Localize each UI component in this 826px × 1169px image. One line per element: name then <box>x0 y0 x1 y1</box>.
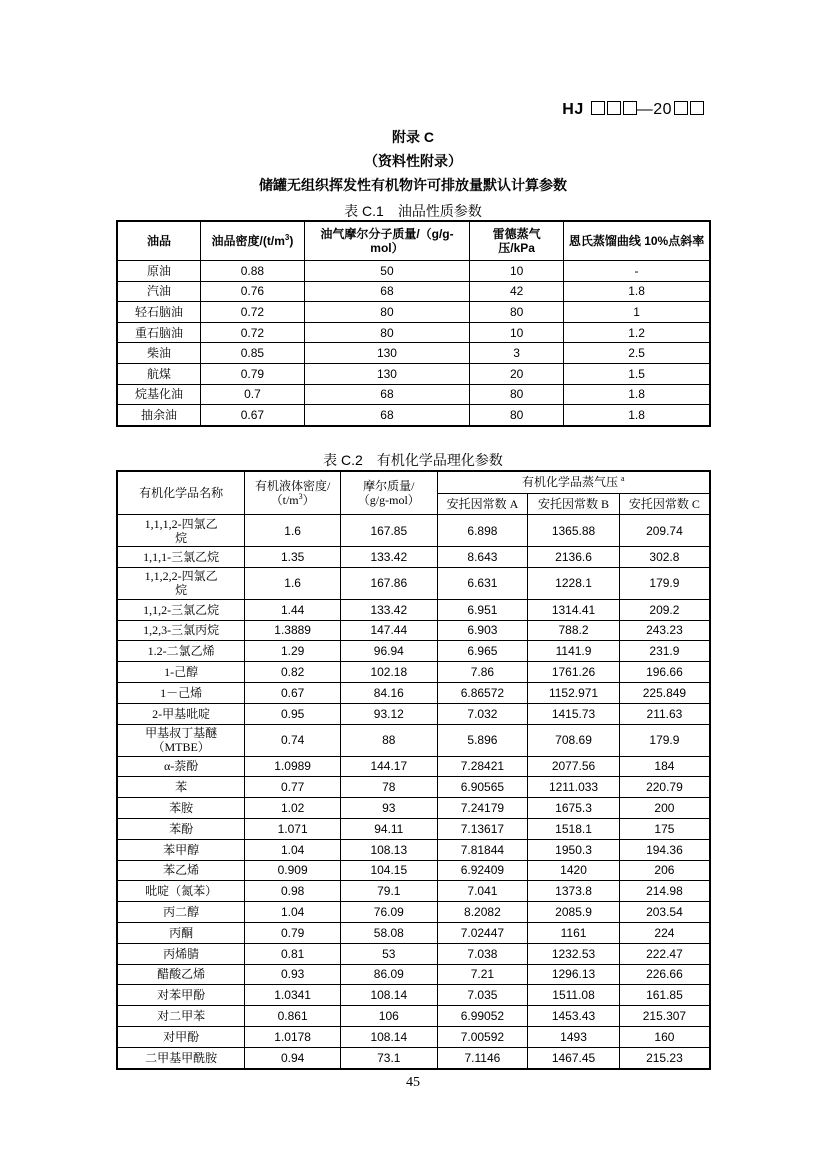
table-cell: 224 <box>619 922 710 943</box>
table-row <box>117 363 710 384</box>
table-cell: 0.81 <box>245 943 341 964</box>
table-row <box>117 1026 710 1047</box>
table-cell: 6.86572 <box>437 682 528 703</box>
header-molar-mass: 摩尔质量/（g/g-mol） <box>340 471 437 515</box>
table-cell: 1.5 <box>564 363 710 384</box>
table-row <box>117 322 710 343</box>
table-row <box>117 405 710 426</box>
table-cell: 708.69 <box>528 724 620 756</box>
table-cell: 7.035 <box>437 985 528 1006</box>
table-cell: 104.15 <box>340 860 437 881</box>
table-cell: 7.1146 <box>437 1047 528 1068</box>
chemical-name-cell: 对甲酚 <box>117 1026 245 1047</box>
table-cell: 6.965 <box>437 641 528 662</box>
table-cell: 1.0178 <box>245 1026 341 1047</box>
table-cell: 0.88 <box>201 261 305 282</box>
table-cell: 1.071 <box>245 818 341 839</box>
table-cell: 80 <box>470 384 564 405</box>
table-cell: 1373.8 <box>528 881 620 902</box>
table-row <box>117 964 710 985</box>
table-cell: 6.92409 <box>437 860 528 881</box>
table-row <box>117 724 710 756</box>
table-cell: 1.8 <box>564 384 710 405</box>
table-cell: 1511.08 <box>528 985 620 1006</box>
table-cell: 0.79 <box>245 922 341 943</box>
standard-prefix: HJ <box>562 101 584 118</box>
table-cell: 1420 <box>528 860 620 881</box>
table-cell: 6.631 <box>437 567 528 599</box>
table-cell: 0.94 <box>245 1047 341 1068</box>
header-oil: 油品 <box>117 221 201 261</box>
table-cell: 68 <box>304 384 469 405</box>
table-row <box>117 641 710 662</box>
table-cell: 0.67 <box>245 682 341 703</box>
header-chemical-name: 有机化学品名称 <box>117 471 245 515</box>
chemical-name-cell: 对苯甲酚 <box>117 985 245 1006</box>
table2-caption: 表 C.2 有机化学品理化参数 <box>323 452 503 468</box>
table-cell: 133.42 <box>340 599 437 620</box>
table-cell: 1232.53 <box>528 943 620 964</box>
table-row <box>117 943 710 964</box>
table-cell: 0.79 <box>201 363 305 384</box>
table-cell: 1211.033 <box>528 777 620 798</box>
table-cell: 1.8 <box>564 405 710 426</box>
table-cell: 209.74 <box>619 515 710 547</box>
table-cell: 243.23 <box>619 620 710 641</box>
table-cell: 3 <box>470 343 564 364</box>
table-cell: 2085.9 <box>528 902 620 923</box>
table-cell: 130 <box>304 343 469 364</box>
table-cell: 0.93 <box>245 964 341 985</box>
table-cell: 102.18 <box>340 662 437 683</box>
table-cell: 1.04 <box>245 839 341 860</box>
table-cell: 8.643 <box>437 547 528 568</box>
table-cell: 58.08 <box>340 922 437 943</box>
appendix-main-title: 储罐无组织挥发性有机物许可排放量默认计算参数 <box>259 177 567 193</box>
table-cell: 1.6 <box>245 567 341 599</box>
chemical-name-cell: 二甲基甲酰胺 <box>117 1047 245 1068</box>
table-cell: 1467.45 <box>528 1047 620 1068</box>
table-cell: 7.038 <box>437 943 528 964</box>
table-cell: 1.3889 <box>245 620 341 641</box>
table-cell: 108.14 <box>340 1026 437 1047</box>
table-cell: 220.79 <box>619 777 710 798</box>
header-distillation-slope: 恩氏蒸馏曲线 10%点斜率 <box>564 221 710 261</box>
table-cell: 80 <box>304 302 469 323</box>
table-cell: 161.85 <box>619 985 710 1006</box>
chemical-name-cell: 丙二醇 <box>117 902 245 923</box>
table-cell: 1415.73 <box>528 703 620 724</box>
chemical-name-cell: 苯甲醇 <box>117 839 245 860</box>
standard-year-prefix: —20 <box>636 101 672 118</box>
chemical-name-cell: 苯胺 <box>117 798 245 819</box>
chemical-name-cell: 1－己烯 <box>117 682 245 703</box>
table-cell: 93.12 <box>340 703 437 724</box>
table-cell: 93 <box>340 798 437 819</box>
table-row <box>117 620 710 641</box>
table-cell: 7.81844 <box>437 839 528 860</box>
table-cell: 42 <box>470 281 564 302</box>
table-cell: 1152.971 <box>528 682 620 703</box>
table-cell: 20 <box>470 363 564 384</box>
table-row <box>117 902 710 923</box>
table-cell: 7.041 <box>437 881 528 902</box>
table-cell: 302.8 <box>619 547 710 568</box>
table-row <box>117 1006 710 1027</box>
table-cell: 79.1 <box>340 881 437 902</box>
table-cell: 2136.6 <box>528 547 620 568</box>
table-cell: 209.2 <box>619 599 710 620</box>
table-cell: 7.032 <box>437 703 528 724</box>
table-cell: 80 <box>470 302 564 323</box>
table-cell: 0.95 <box>245 703 341 724</box>
oil-name-cell: 柴油 <box>117 343 201 364</box>
table-cell: 2077.56 <box>528 756 620 777</box>
table-cell: 1493 <box>528 1026 620 1047</box>
oil-name-cell: 轻石脑油 <box>117 302 201 323</box>
table-cell: 1.04 <box>245 902 341 923</box>
table-cell: 7.02447 <box>437 922 528 943</box>
placeholder-box <box>623 101 637 115</box>
table-cell: 1950.3 <box>528 839 620 860</box>
table-cell: 7.28421 <box>437 756 528 777</box>
table-cell: 0.861 <box>245 1006 341 1027</box>
header-antoine-b: 安托因常数 B <box>528 493 620 515</box>
table-cell: 6.951 <box>437 599 528 620</box>
table-cell: 96.94 <box>340 641 437 662</box>
chemical-name-cell: 甲基叔丁基醚（MTBE） <box>117 724 245 756</box>
table-cell: 10 <box>470 261 564 282</box>
table-cell: 226.66 <box>619 964 710 985</box>
table-cell: 225.849 <box>619 682 710 703</box>
oil-name-cell: 汽油 <box>117 281 201 302</box>
table-cell: 203.54 <box>619 902 710 923</box>
table-cell: 133.42 <box>340 547 437 568</box>
table-cell: 167.86 <box>340 567 437 599</box>
header-liquid-density-sup: 3 <box>298 492 303 501</box>
table-cell: 88 <box>340 724 437 756</box>
table-cell: 175 <box>619 818 710 839</box>
table-row <box>117 922 710 943</box>
table-row <box>117 302 710 323</box>
table-cell: 1.02 <box>245 798 341 819</box>
table-row <box>117 547 710 568</box>
oil-name-cell: 抽余油 <box>117 405 201 426</box>
placeholder-box <box>591 101 605 115</box>
table-cell: 1453.43 <box>528 1006 620 1027</box>
header-vapor-pressure-label: 有机化学品蒸气压 <box>522 475 619 490</box>
header-liquid-density-close: ） <box>302 493 315 507</box>
header-liquid-density <box>245 471 341 515</box>
chemical-name-cell: 苯 <box>117 777 245 798</box>
chemical-properties-table <box>116 470 711 1070</box>
table-cell: 68 <box>304 405 469 426</box>
chemical-name-cell: 1,2,3-三氯丙烷 <box>117 620 245 641</box>
table-cell: 211.63 <box>619 703 710 724</box>
table-row <box>117 567 710 599</box>
table-cell: 10 <box>470 322 564 343</box>
table-cell: 1296.13 <box>528 964 620 985</box>
table-cell: 68 <box>304 281 469 302</box>
appendix-nature: （资料性附录） <box>364 153 462 169</box>
table1-caption: 表 C.1 油品性质参数 <box>344 203 482 219</box>
table-cell: 147.44 <box>340 620 437 641</box>
table-cell: 196.66 <box>619 662 710 683</box>
chemical-name-cell: 1.2-二氯乙烯 <box>117 641 245 662</box>
table-cell: 0.77 <box>245 777 341 798</box>
header-antoine-c: 安托因常数 C <box>619 493 710 515</box>
table-cell: 73.1 <box>340 1047 437 1068</box>
table-cell: 215.23 <box>619 1047 710 1068</box>
table-cell: 1.29 <box>245 641 341 662</box>
chemical-name-cell: 对二甲苯 <box>117 1006 245 1027</box>
table-row <box>117 985 710 1006</box>
table-row <box>117 662 710 683</box>
table-cell: 184 <box>619 756 710 777</box>
oil-name-cell: 重石脑油 <box>117 322 201 343</box>
table-cell: 6.903 <box>437 620 528 641</box>
table-cell: 80 <box>304 322 469 343</box>
table-cell: 6.99052 <box>437 1006 528 1027</box>
table-row <box>117 281 710 302</box>
table-cell: 0.74 <box>245 724 341 756</box>
table-cell: 1314.41 <box>528 599 620 620</box>
table-cell: 108.14 <box>340 985 437 1006</box>
header-vapor-pressure <box>437 471 710 493</box>
chemical-name-cell: 1,1,1,2-四氯乙烷 <box>117 515 245 547</box>
table-cell: 6.898 <box>437 515 528 547</box>
table-cell: 1141.9 <box>528 641 620 662</box>
chemical-name-cell: 丙酮 <box>117 922 245 943</box>
header-reid-vapor-pressure: 雷德蒸气压/kPa <box>470 221 564 261</box>
table-row <box>117 756 710 777</box>
table-cell: 0.72 <box>201 322 305 343</box>
table-cell: 7.21 <box>437 964 528 985</box>
page-number: 45 <box>406 1075 420 1090</box>
oil-properties-table <box>116 220 711 427</box>
appendix-title: 附录 C <box>392 129 434 145</box>
table-cell: 108.13 <box>340 839 437 860</box>
table-cell: 167.85 <box>340 515 437 547</box>
table-cell: 1 <box>564 302 710 323</box>
chemical-name-cell: 1,1,2,2-四氯乙烷 <box>117 567 245 599</box>
oil-name-cell: 航煤 <box>117 363 201 384</box>
table-cell: 0.7 <box>201 384 305 405</box>
table-cell: 84.16 <box>340 682 437 703</box>
table-cell: 222.47 <box>619 943 710 964</box>
table-cell: 1.8 <box>564 281 710 302</box>
table-cell: 194.36 <box>619 839 710 860</box>
table-cell: 0.82 <box>245 662 341 683</box>
table-cell: 0.72 <box>201 302 305 323</box>
table-cell: 94.11 <box>340 818 437 839</box>
table-cell: 1.0989 <box>245 756 341 777</box>
table-cell: 179.9 <box>619 724 710 756</box>
oil-name-cell: 烷基化油 <box>117 384 201 405</box>
table-cell: 86.09 <box>340 964 437 985</box>
header-density: 油品密度$/(t/m^3)$ <box>201 221 305 261</box>
chemical-name-cell: 吡啶（氮苯） <box>117 881 245 902</box>
table-row <box>117 798 710 819</box>
table-cell: 179.9 <box>619 567 710 599</box>
table-row <box>117 703 710 724</box>
table-row <box>117 881 710 902</box>
table-cell: 788.2 <box>528 620 620 641</box>
table-cell: 1675.3 <box>528 798 620 819</box>
chemical-name-cell: α-萘酚 <box>117 756 245 777</box>
table-cell: 215.307 <box>619 1006 710 1027</box>
table-cell: 1.44 <box>245 599 341 620</box>
chemical-name-cell: 2-甲基吡啶 <box>117 703 245 724</box>
chemical-name-cell: 1-己醇 <box>117 662 245 683</box>
table-cell: 130 <box>304 363 469 384</box>
table-cell: 1.0341 <box>245 985 341 1006</box>
table-row <box>117 515 710 547</box>
table-cell: 106 <box>340 1006 437 1027</box>
table-cell: 1.6 <box>245 515 341 547</box>
chemical-name-cell: 醋酸乙烯 <box>117 964 245 985</box>
table-row <box>117 599 710 620</box>
table-row <box>117 860 710 881</box>
header-vapor-pressure-sup: a <box>621 474 625 484</box>
table-cell: 214.98 <box>619 881 710 902</box>
header-density-label: 油品密度/(t/m <box>211 234 285 248</box>
chemical-name-cell: 苯酚 <box>117 818 245 839</box>
table2-header-row <box>117 471 710 493</box>
table-row <box>117 839 710 860</box>
table-cell: 200 <box>619 798 710 819</box>
table-cell: 76.09 <box>340 902 437 923</box>
header-density-sup: 3 <box>284 233 290 242</box>
table-cell: 8.2082 <box>437 902 528 923</box>
table-cell: 1228.1 <box>528 567 620 599</box>
table-cell: 80 <box>470 405 564 426</box>
table-cell: 7.13617 <box>437 818 528 839</box>
table-cell: 53 <box>340 943 437 964</box>
table-cell: 0.909 <box>245 860 341 881</box>
table-cell: 78 <box>340 777 437 798</box>
table-cell: - <box>564 261 710 282</box>
table-cell: 1.2 <box>564 322 710 343</box>
table-cell: 206 <box>619 860 710 881</box>
table-cell: 0.98 <box>245 881 341 902</box>
table-cell: 1365.88 <box>528 515 620 547</box>
table-cell: 231.9 <box>619 641 710 662</box>
header-antoine-a: 安托因常数 A <box>437 493 528 515</box>
table-row <box>117 682 710 703</box>
table-row <box>117 818 710 839</box>
table-cell: 1.35 <box>245 547 341 568</box>
table-cell: 7.00592 <box>437 1026 528 1047</box>
placeholder-box <box>690 101 704 115</box>
table-cell: 0.85 <box>201 343 305 364</box>
table-cell: 0.67 <box>201 405 305 426</box>
placeholder-box <box>674 101 688 115</box>
table-cell: 50 <box>304 261 469 282</box>
table-row <box>117 384 710 405</box>
table-cell: 6.90565 <box>437 777 528 798</box>
table-row <box>117 1047 710 1068</box>
table-row <box>117 343 710 364</box>
standard-number <box>562 101 704 119</box>
table-row <box>117 777 710 798</box>
table-cell: 1161 <box>528 922 620 943</box>
chemical-name-cell: 苯乙烯 <box>117 860 245 881</box>
table-cell: 0.76 <box>201 281 305 302</box>
table-cell: 7.24179 <box>437 798 528 819</box>
chemical-name-cell: 丙烯腈 <box>117 943 245 964</box>
table-cell: 144.17 <box>340 756 437 777</box>
table-row <box>117 261 710 282</box>
header-liquid-density-label: 有机液体密度/（t/m <box>254 479 331 507</box>
table1-header-row <box>117 221 710 261</box>
header-molar-mass: 油气摩尔分子质量/（g/g-mol） <box>304 221 469 261</box>
table-cell: 2.5 <box>564 343 710 364</box>
chemical-name-cell: 1,1,2-三氯乙烷 <box>117 599 245 620</box>
table-cell: 5.896 <box>437 724 528 756</box>
table-cell: 1761.26 <box>528 662 620 683</box>
table-cell: 1518.1 <box>528 818 620 839</box>
chemical-name-cell: 1,1,1-三氯乙烷 <box>117 547 245 568</box>
table-cell: 7.86 <box>437 662 528 683</box>
table-cell: 160 <box>619 1026 710 1047</box>
oil-name-cell: 原油 <box>117 261 201 282</box>
placeholder-box <box>607 101 621 115</box>
